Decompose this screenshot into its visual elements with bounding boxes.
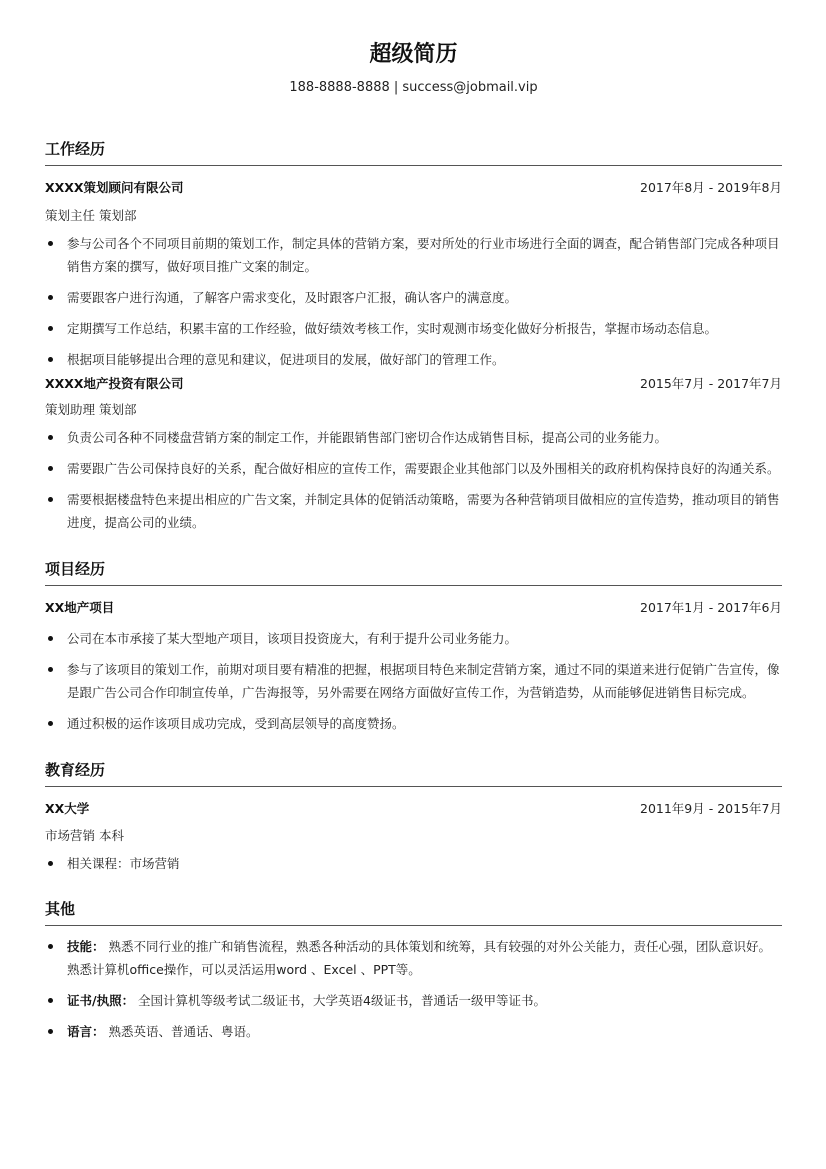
project-name: XX地产项目: [45, 600, 115, 615]
list-item: 通过积极的运作该项目成功完成，受到高层领导的高度赞扬。: [45, 712, 782, 735]
bullet-list: [45, 426, 782, 534]
other-section: [45, 899, 782, 1043]
date-range: 2015年7月 - 2017年7月: [640, 376, 782, 391]
date-range: 2017年1月 - 2017年6月: [640, 600, 782, 615]
bullet-list: [45, 627, 782, 735]
job-role: 策划助理 策划部: [45, 402, 137, 417]
list-item: 相关课程：市场营销: [45, 852, 782, 875]
certificates-text: 全国计算机等级考试二级证书，大学英语4级证书，普通话一级甲等证书。: [134, 993, 547, 1008]
list-item: 需要跟客户进行沟通，了解客户需求变化，及时跟客户汇报，确认客户的满意度。: [45, 286, 782, 309]
entry-header: [45, 375, 782, 393]
contact-info: 188-8888-8888 | success@jobmail.vip: [289, 80, 538, 95]
section-title-other: 其他: [45, 899, 782, 926]
work-entry: [45, 179, 782, 371]
section-title-work: 工作经历: [45, 139, 782, 166]
work-entry: [45, 375, 782, 534]
company-name: XXXX策划顾问有限公司: [45, 180, 184, 195]
education-entry: [45, 800, 782, 875]
list-item: [45, 935, 782, 981]
section-title-education: 教育经历: [45, 760, 782, 787]
projects-section: [45, 559, 782, 735]
certificates-label: 证书/执照：: [67, 993, 135, 1008]
list-item: 参与了该项目的策划工作，前期对项目要有精准的把握，根据项目特色来制定营销方案，通过不同的渠道来进行促销广告宣传，像是跟广告公司合作印制宣传单，广告海报等，另外需要在网络方面做好宣传工作，为营销造势，从而能够促进销售目标完成。: [45, 658, 782, 704]
company-name: XXXX地产投资有限公司: [45, 376, 184, 391]
job-role: 策划主任 策划部: [45, 208, 137, 223]
school-name: XX大学: [45, 801, 90, 816]
list-item: 根据项目能够提出合理的意见和建议，促进项目的发展，做好部门的管理工作。: [45, 348, 782, 371]
bullet-list: [45, 232, 782, 371]
date-range: 2011年9月 - 2015年7月: [640, 801, 782, 816]
entry-header: [45, 800, 782, 818]
list-item: 参与公司各个不同项目前期的策划工作，制定具体的营销方案，要对所处的行业市场进行全面的调查，配合销售部门完成各种项目销售方案的撰写，做好项目推广文案的制定。: [45, 232, 782, 278]
skills-text: 熟悉不同行业的推广和销售流程，熟悉各种活动的具体策划和统筹，具有较强的对外公关能力，责任心强，团队意识好。 熟悉计算机office操作，可以灵活运用word 、Excel 、PPT等。: [67, 939, 771, 977]
bullet-list: [45, 852, 782, 875]
bullet-list: [45, 935, 782, 1043]
project-entry: [45, 599, 782, 735]
education-section: [45, 760, 782, 875]
major-degree: 市场营销 本科: [45, 828, 124, 843]
list-item: 定期撰写工作总结，积累丰富的工作经验，做好绩效考核工作，实时观测市场变化做好分析报告，掌握市场动态信息。: [45, 317, 782, 340]
languages-text: 熟悉英语、普通话、粤语。: [104, 1024, 259, 1039]
entry-header: [45, 599, 782, 617]
list-item: 公司在本市承接了某大型地产项目，该项目投资庞大，有利于提升公司业务能力。: [45, 627, 782, 650]
work-section: [45, 139, 782, 534]
list-item: [45, 1020, 782, 1043]
section-title-projects: 项目经历: [45, 559, 782, 586]
date-range: 2017年8月 - 2019年8月: [640, 180, 782, 195]
list-item: 需要根据楼盘特色来提出相应的广告文案，并制定具体的促销活动策略，需要为各种营销项目做相应的宣传造势，推动项目的销售进度，提高公司的业绩。: [45, 488, 782, 534]
skills-label: 技能：: [67, 939, 105, 954]
resume-name: 超级简历: [369, 42, 458, 67]
list-item: 负责公司各种不同楼盘营销方案的制定工作，并能跟销售部门密切合作达成销售目标，提高公司的业务能力。: [45, 426, 782, 449]
list-item: 需要跟广告公司保持良好的关系，配合做好相应的宣传工作，需要跟企业其他部门以及外围相关的政府机构保持良好的沟通关系。: [45, 457, 782, 480]
list-item: [45, 989, 782, 1012]
languages-label: 语言：: [67, 1024, 105, 1039]
entry-header: [45, 179, 782, 197]
